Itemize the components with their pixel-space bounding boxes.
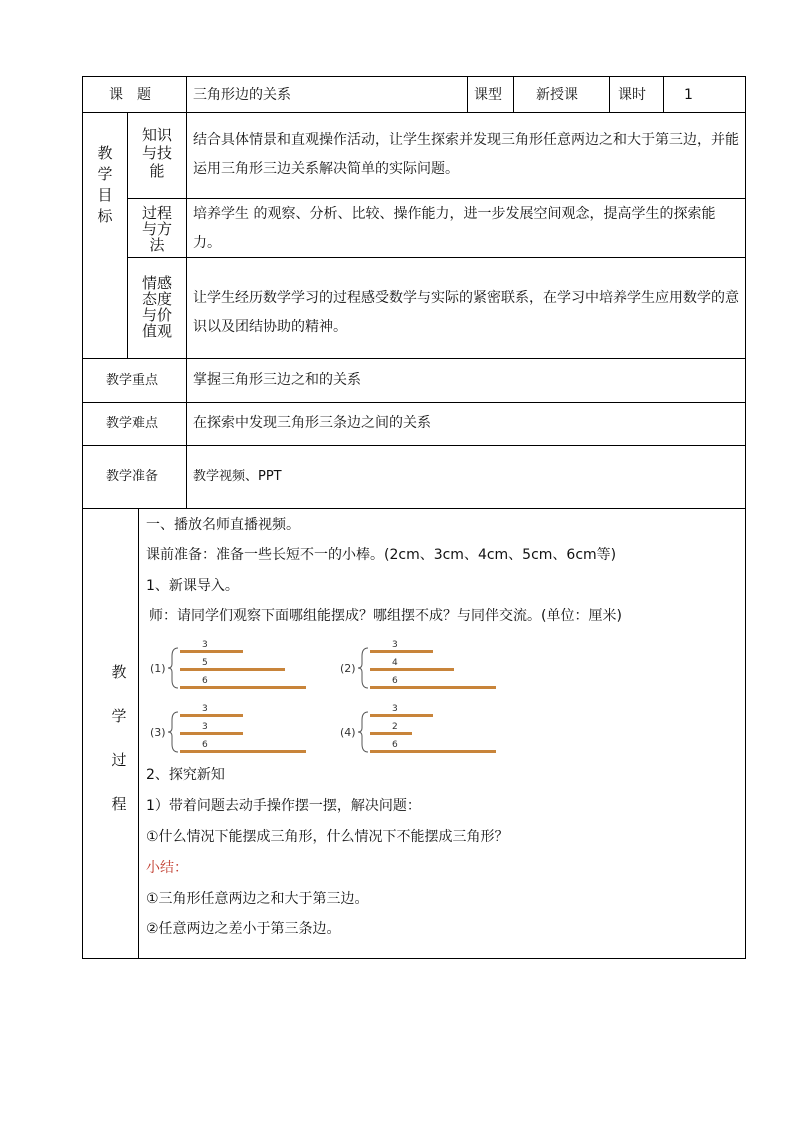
process-line-5: 2、探究新知 <box>146 767 225 783</box>
objectives-side-label: 教 学 目 标 <box>97 144 113 225</box>
type-label: 课型 <box>474 87 502 103</box>
stick-length-label: 6 <box>202 740 208 750</box>
process-line-1: 一、播放名师直播视频。 <box>146 517 300 533</box>
row-line <box>82 402 746 403</box>
summary-2: ②任意两边之差小于第三条边。 <box>146 921 341 937</box>
emotion-label: 情感 态度 与价 值观 <box>141 274 172 340</box>
stick <box>370 732 412 735</box>
stick-length-label: 2 <box>392 722 398 732</box>
process-line-3: 1、新课导入。 <box>146 578 239 594</box>
key-point-label: 教学重点 <box>106 373 159 388</box>
process-line-2: 课前准备：准备一些长短不一的小棒。(2cm、3cm、4cm、5cm、6cm等) <box>146 547 617 563</box>
stick <box>180 750 306 753</box>
group-brace <box>168 648 178 688</box>
process-line-7: ①什么情况下能摆成三角形，什么情况下不能摆成三角形？ <box>146 829 509 845</box>
stick <box>180 714 243 717</box>
knowledge-text: 结合具体情景和直观操作活动，让学生探索并发现三角形任意两边之和大于第三边，并能运用三角形三边关系解决简单的实际问题。 <box>193 132 739 177</box>
stick-length-label: 3 <box>202 722 208 732</box>
difficulty-text: 在探索中发现三角形三条边之间的关系 <box>193 415 431 431</box>
group-brace <box>358 648 368 688</box>
stick <box>180 650 243 653</box>
stick-groups-figure <box>146 634 516 754</box>
table-border-top <box>82 76 746 77</box>
preparation-label: 教学准备 <box>106 469 159 484</box>
stick-length-label: 5 <box>202 658 208 668</box>
difficulty-label: 教学难点 <box>106 416 159 431</box>
stick <box>370 750 496 753</box>
hours-label: 课时 <box>618 87 646 103</box>
knowledge-label: 知识 与技 能 <box>141 126 172 180</box>
preparation-text: 教学视频、PPT <box>193 469 282 484</box>
group-label: (2) <box>340 662 356 675</box>
col-line <box>609 76 610 112</box>
stick <box>370 686 496 689</box>
stick <box>370 668 454 671</box>
group-brace <box>358 712 368 752</box>
process-line-6: 1）带着问题去动手操作摆一摆，解决问题： <box>146 798 421 814</box>
stick <box>180 686 306 689</box>
key-point-text: 掌握三角形三边之和的关系 <box>193 372 361 388</box>
stick-length-label: 3 <box>392 640 398 650</box>
course-label: 课 题 <box>109 87 151 103</box>
stick-length-label: 4 <box>392 658 398 668</box>
summary-label: 小结： <box>146 860 188 876</box>
stick-length-label: 3 <box>202 704 208 714</box>
stick <box>370 714 433 717</box>
process-method-label: 过程 与方 法 <box>141 204 172 254</box>
stick <box>370 650 433 653</box>
stick <box>180 732 243 735</box>
page-title: 三角形边的关系 <box>193 87 291 103</box>
group-label: (1) <box>150 662 166 675</box>
stick <box>180 668 285 671</box>
col-line <box>138 508 139 958</box>
col-line <box>186 76 187 508</box>
group-label: (3) <box>150 726 166 739</box>
col-line <box>513 76 514 112</box>
process-method-text: 培养学生 的观察、分析、比较、操作能力，进一步发展空间观念，提高学生的探索能力。 <box>193 206 716 251</box>
process-side-label: 教 学 过 程 <box>111 663 127 813</box>
stick-length-label: 3 <box>202 640 208 650</box>
type-value: 新授课 <box>536 87 578 103</box>
table-border-bottom <box>82 958 746 959</box>
col-line <box>467 76 468 112</box>
stick-length-label: 6 <box>202 676 208 686</box>
table-border-right <box>745 76 746 959</box>
process-line-4: 师：请同学们观察下面哪组能摆成？哪组摆不成？与同伴交流。(单位：厘米) <box>149 608 622 624</box>
summary-1: ①三角形任意两边之和大于第三边。 <box>146 891 369 907</box>
row-line <box>127 198 746 199</box>
row-line <box>82 358 746 359</box>
emotion-text: 让学生经历数学学习的过程感受数学与实际的紧密联系，在学习中培养学生应用数学的意识以及团结协助的精神。 <box>193 290 739 335</box>
col-line <box>663 76 664 112</box>
group-label: (4) <box>340 726 356 739</box>
row-line <box>82 445 746 446</box>
stick-length-label: 6 <box>392 740 398 750</box>
row-line <box>82 112 746 113</box>
group-brace <box>168 712 178 752</box>
stick-length-label: 6 <box>392 676 398 686</box>
hours-value: 1 <box>684 87 693 103</box>
row-line <box>82 508 746 509</box>
stick-length-label: 3 <box>392 704 398 714</box>
